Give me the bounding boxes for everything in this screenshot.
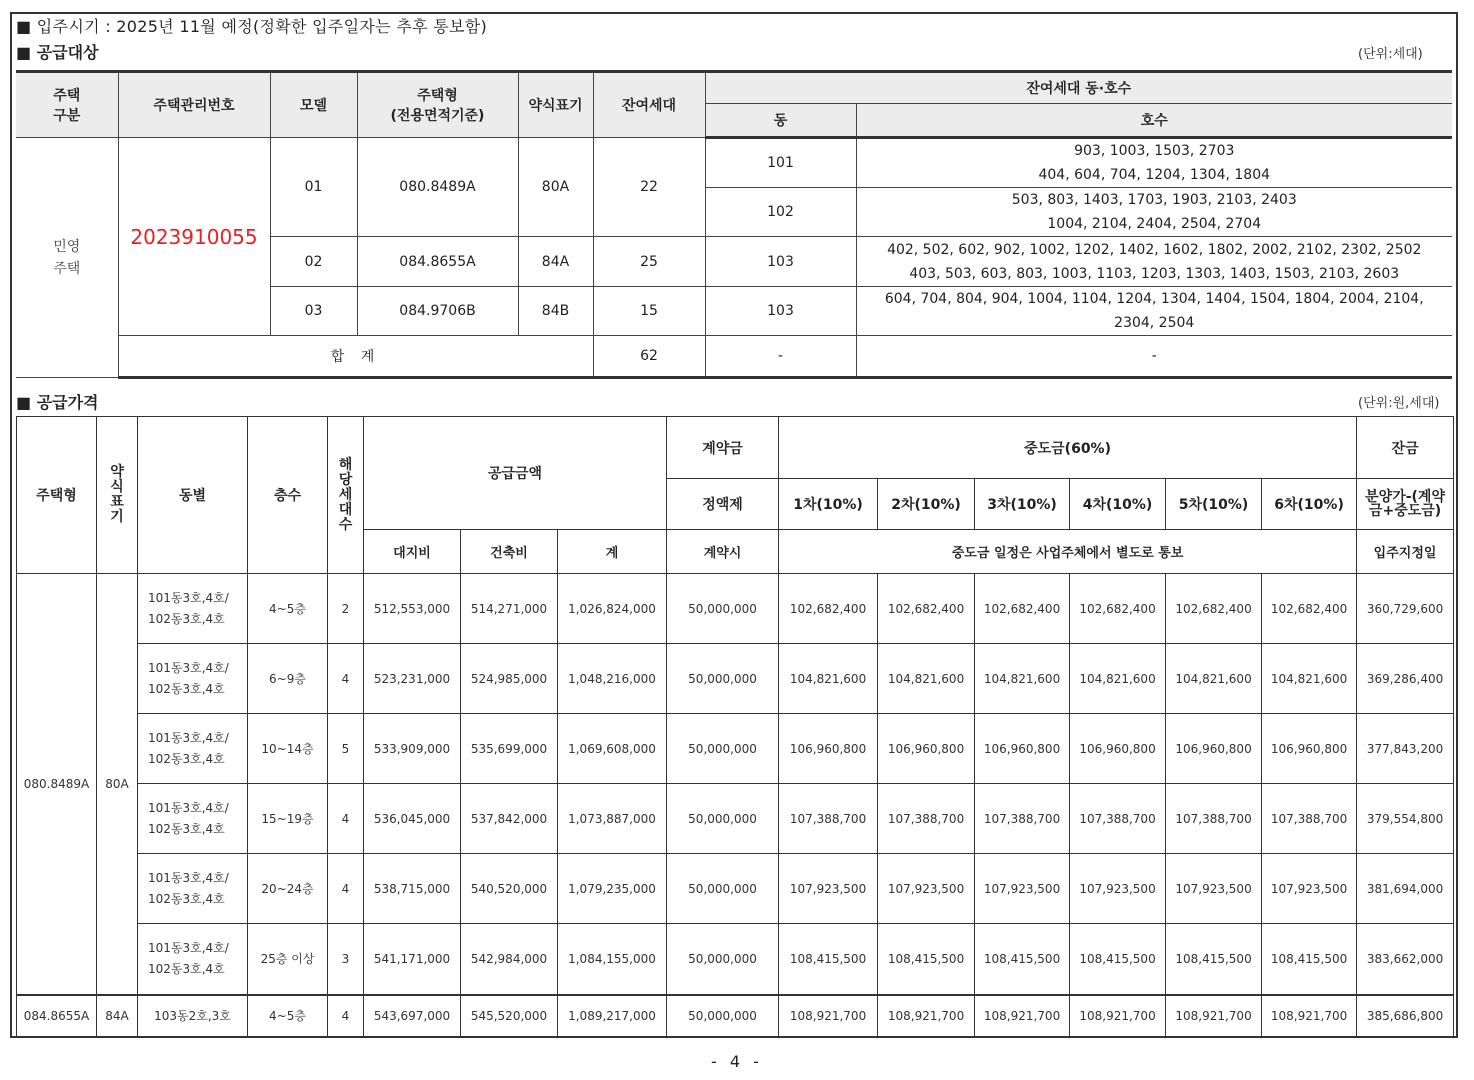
contract-cell: 50,000,000 (667, 644, 779, 714)
interim-cell: 107,923,500 (779, 854, 878, 924)
interim-cell: 102,682,400 (1070, 574, 1166, 644)
remaining-01: 22 (593, 138, 705, 237)
contract-cell: 50,000,000 (667, 714, 779, 784)
type-084: 084.8655A (17, 995, 97, 1037)
balance-cell: 377,843,200 (1357, 714, 1454, 784)
interim-cell: 107,388,700 (779, 784, 878, 854)
remaining-03: 15 (593, 287, 705, 336)
total-cell: 1,069,608,000 (558, 714, 667, 784)
header-interim-4: 4차(10%) (1070, 479, 1166, 530)
header-abbr: 약식표기 (97, 417, 138, 574)
interim-cell: 104,821,600 (1262, 644, 1357, 714)
interim-cell: 106,960,800 (1262, 714, 1357, 784)
interim-cell: 102,682,400 (975, 574, 1070, 644)
units-cell: 4 (328, 644, 364, 714)
floor-cell: 4~5층 (248, 574, 328, 644)
balance-cell: 379,554,800 (1357, 784, 1454, 854)
interim-cell: 106,960,800 (779, 714, 878, 784)
header-ho: 호수 (856, 104, 1452, 138)
interim-cell: 108,921,700 (975, 995, 1070, 1037)
interim-cell: 107,388,700 (1262, 784, 1357, 854)
interim-cell: 102,682,400 (779, 574, 878, 644)
interim-cell: 108,415,500 (878, 924, 975, 995)
building-cell: 524,985,000 (461, 644, 558, 714)
interim-cell: 107,923,500 (878, 854, 975, 924)
balance-cell: 381,694,000 (1357, 854, 1454, 924)
units-cell: 4 (328, 784, 364, 854)
header-mgmt-no: 주택관리번호 (118, 72, 270, 138)
header-interim-3: 3차(10%) (975, 479, 1070, 530)
interim-cell: 108,415,500 (1070, 924, 1166, 995)
total-value: 62 (593, 336, 705, 378)
supply-price-unit: (단위:원,세대) (1358, 396, 1440, 411)
land-cell: 536,045,000 (364, 784, 461, 854)
header-interim: 중도금(60%) (779, 417, 1357, 479)
interim-cell: 107,923,500 (1070, 854, 1166, 924)
move-in-notice: ■ 입주시기 : 2025년 11월 예정(정확한 입주일자는 추후 통보함) (16, 17, 488, 36)
interim-cell: 104,821,600 (1070, 644, 1166, 714)
interim-cell: 104,821,600 (975, 644, 1070, 714)
ho-cell: 503, 803, 1403, 1703, 1903, 2103, 2403 1004, 2104, 2404, 2504, 2704 (856, 188, 1452, 237)
total-label: 합 계 (118, 336, 593, 378)
interim-cell: 107,388,700 (878, 784, 975, 854)
land-cell: 541,171,000 (364, 924, 461, 995)
interim-cell: 104,821,600 (878, 644, 975, 714)
total-cell: 1,084,155,000 (558, 924, 667, 995)
header-remaining: 잔여세대 (593, 72, 705, 138)
interim-cell: 108,415,500 (1166, 924, 1262, 995)
ho-cell: 903, 1003, 1503, 2703 404, 604, 704, 1204, 1304, 1804 (856, 138, 1452, 188)
interim-cell: 107,388,700 (975, 784, 1070, 854)
contract-cell: 50,000,000 (667, 574, 779, 644)
header-contract-fixed: 정액제 (667, 479, 779, 530)
header-interim-2: 2차(10%) (878, 479, 975, 530)
interim-cell: 102,682,400 (1262, 574, 1357, 644)
floor-cell: 6~9층 (248, 644, 328, 714)
category-cell: 민영 주택 (16, 138, 118, 378)
building-cell: 535,699,000 (461, 714, 558, 784)
interim-cell: 106,960,800 (975, 714, 1070, 784)
dong-cell: 101동3호,4호/ 102동3호,4호 (138, 714, 248, 784)
dong-cell: 101 (705, 138, 856, 188)
dong-cell: 101동3호,4호/ 102동3호,4호 (138, 574, 248, 644)
header-housing-type: 주택 구분 (16, 72, 118, 138)
size-03: 084.9706B (357, 287, 518, 336)
interim-cell: 107,923,500 (975, 854, 1070, 924)
contract-cell: 50,000,000 (667, 854, 779, 924)
size-01: 080.8489A (357, 138, 518, 237)
header-interim-5: 5차(10%) (1166, 479, 1262, 530)
total-cell: 1,073,887,000 (558, 784, 667, 854)
interim-cell: 104,821,600 (779, 644, 878, 714)
dong-cell: 101동3호,4호/ 102동3호,4호 (138, 644, 248, 714)
header-housing-size: 주택형 (전용면적기준) (357, 72, 518, 138)
dong-cell: 101동3호,4호/ 102동3호,4호 (138, 854, 248, 924)
contract-cell: 50,000,000 (667, 995, 779, 1037)
interim-cell: 108,921,700 (779, 995, 878, 1037)
units-cell: 5 (328, 714, 364, 784)
abbr-03: 84B (518, 287, 593, 336)
contract-cell: 50,000,000 (667, 784, 779, 854)
header-land: 대지비 (364, 530, 461, 574)
balance-cell: 369,286,400 (1357, 644, 1454, 714)
balance-cell: 360,729,600 (1357, 574, 1454, 644)
units-cell: 2 (328, 574, 364, 644)
interim-cell: 107,923,500 (1262, 854, 1357, 924)
dong-cell: 103 (705, 237, 856, 287)
land-cell: 538,715,000 (364, 854, 461, 924)
abbr-80a: 80A (97, 574, 138, 995)
size-02: 084.8655A (357, 237, 518, 287)
header-remaining-units: 잔여세대 동·호수 (705, 72, 1452, 104)
abbr-02: 84A (518, 237, 593, 287)
units-cell: 4 (328, 854, 364, 924)
units-cell: 4 (328, 995, 364, 1037)
total-cell: 1,026,824,000 (558, 574, 667, 644)
header-balance: 잔금 (1357, 417, 1454, 479)
interim-cell: 102,682,400 (878, 574, 975, 644)
contract-cell: 50,000,000 (667, 924, 779, 995)
interim-cell: 108,921,700 (1070, 995, 1166, 1037)
floor-cell: 25층 이상 (248, 924, 328, 995)
balance-cell: 383,662,000 (1357, 924, 1454, 995)
floor-cell: 15~19층 (248, 784, 328, 854)
model-02: 02 (270, 237, 357, 287)
header-model: 모델 (270, 72, 357, 138)
total-dong: - (705, 336, 856, 378)
header-interim-note: 중도금 일정은 사업주체에서 별도로 통보 (779, 530, 1357, 574)
ho-cell: 402, 502, 602, 902, 1002, 1202, 1402, 1602, 1802, 2002, 2102, 2302, 2502 403, 503, 603, 803, 1003, 1103, 1203, 1303, 1403, 1503, 2103, 2603 (856, 237, 1452, 287)
units-cell: 3 (328, 924, 364, 995)
header-building: 건축비 (461, 530, 558, 574)
dong-cell: 102 (705, 188, 856, 237)
header-dong: 동 (705, 104, 856, 138)
abbr-01: 80A (518, 138, 593, 237)
model-01: 01 (270, 138, 357, 237)
building-cell: 542,984,000 (461, 924, 558, 995)
header-contract-when: 계약시 (667, 530, 779, 574)
supply-target-unit: (단위:세대) (1358, 47, 1423, 62)
interim-cell: 106,960,800 (1070, 714, 1166, 784)
supply-price-table (16, 416, 1454, 1037)
interim-cell: 108,415,500 (779, 924, 878, 995)
interim-cell: 107,388,700 (1166, 784, 1262, 854)
land-cell: 543,697,000 (364, 995, 461, 1037)
building-cell: 540,520,000 (461, 854, 558, 924)
dong-cell: 103동2호,3호 (138, 995, 248, 1037)
building-cell: 514,271,000 (461, 574, 558, 644)
header-contract: 계약금 (667, 417, 779, 479)
total-cell: 1,079,235,000 (558, 854, 667, 924)
interim-cell: 107,388,700 (1070, 784, 1166, 854)
ho-cell: 604, 704, 804, 904, 1004, 1104, 1204, 1304, 1404, 1504, 1804, 2004, 2104, 2304, 2504 (856, 287, 1452, 336)
building-cell: 545,520,000 (461, 995, 558, 1037)
floor-cell: 20~24층 (248, 854, 328, 924)
dong-cell: 101동3호,4호/ 102동3호,4호 (138, 924, 248, 995)
header-abbr: 약식표기 (518, 72, 593, 138)
land-cell: 523,231,000 (364, 644, 461, 714)
supply-target-table (16, 70, 1452, 379)
dong-cell: 101동3호,4호/ 102동3호,4호 (138, 784, 248, 854)
total-cell: 1,089,217,000 (558, 995, 667, 1037)
interim-cell: 108,415,500 (1262, 924, 1357, 995)
remaining-02: 25 (593, 237, 705, 287)
interim-cell: 106,960,800 (1166, 714, 1262, 784)
interim-cell: 108,921,700 (1166, 995, 1262, 1037)
interim-cell: 106,960,800 (878, 714, 975, 784)
land-cell: 533,909,000 (364, 714, 461, 784)
mgmt-no-value: 2023910055 (118, 138, 270, 336)
header-housing-type: 주택형 (17, 417, 97, 574)
header-total: 계 (558, 530, 667, 574)
model-03: 03 (270, 287, 357, 336)
interim-cell: 102,682,400 (1166, 574, 1262, 644)
interim-cell: 107,923,500 (1166, 854, 1262, 924)
supply-price-title: ■ 공급가격 (16, 393, 99, 412)
interim-cell: 108,921,700 (1262, 995, 1357, 1037)
interim-cell: 108,415,500 (975, 924, 1070, 995)
interim-cell: 104,821,600 (1166, 644, 1262, 714)
abbr-84a: 84A (97, 995, 138, 1037)
header-balance-formula: 분양가-(계약금+중도금) (1357, 479, 1454, 530)
dong-cell: 103 (705, 287, 856, 336)
header-dong: 동별 (138, 417, 248, 574)
header-floor: 층수 (248, 417, 328, 574)
header-interim-1: 1차(10%) (779, 479, 878, 530)
floor-cell: 10~14층 (248, 714, 328, 784)
building-cell: 537,842,000 (461, 784, 558, 854)
total-ho: - (856, 336, 1452, 378)
page-number: - 4 - (711, 1052, 763, 1071)
header-interim-6: 6차(10%) (1262, 479, 1357, 530)
supply-target-title: ■ 공급대상 (16, 43, 99, 62)
land-cell: 512,553,000 (364, 574, 461, 644)
total-cell: 1,048,216,000 (558, 644, 667, 714)
type-080: 080.8489A (17, 574, 97, 995)
header-supply-amount: 공급금액 (364, 417, 667, 530)
header-units: 해당세대수 (328, 417, 364, 574)
interim-cell: 108,921,700 (878, 995, 975, 1037)
balance-cell: 385,686,800 (1357, 995, 1454, 1037)
header-balance-when: 입주지정일 (1357, 530, 1454, 574)
floor-cell: 4~5층 (248, 995, 328, 1037)
